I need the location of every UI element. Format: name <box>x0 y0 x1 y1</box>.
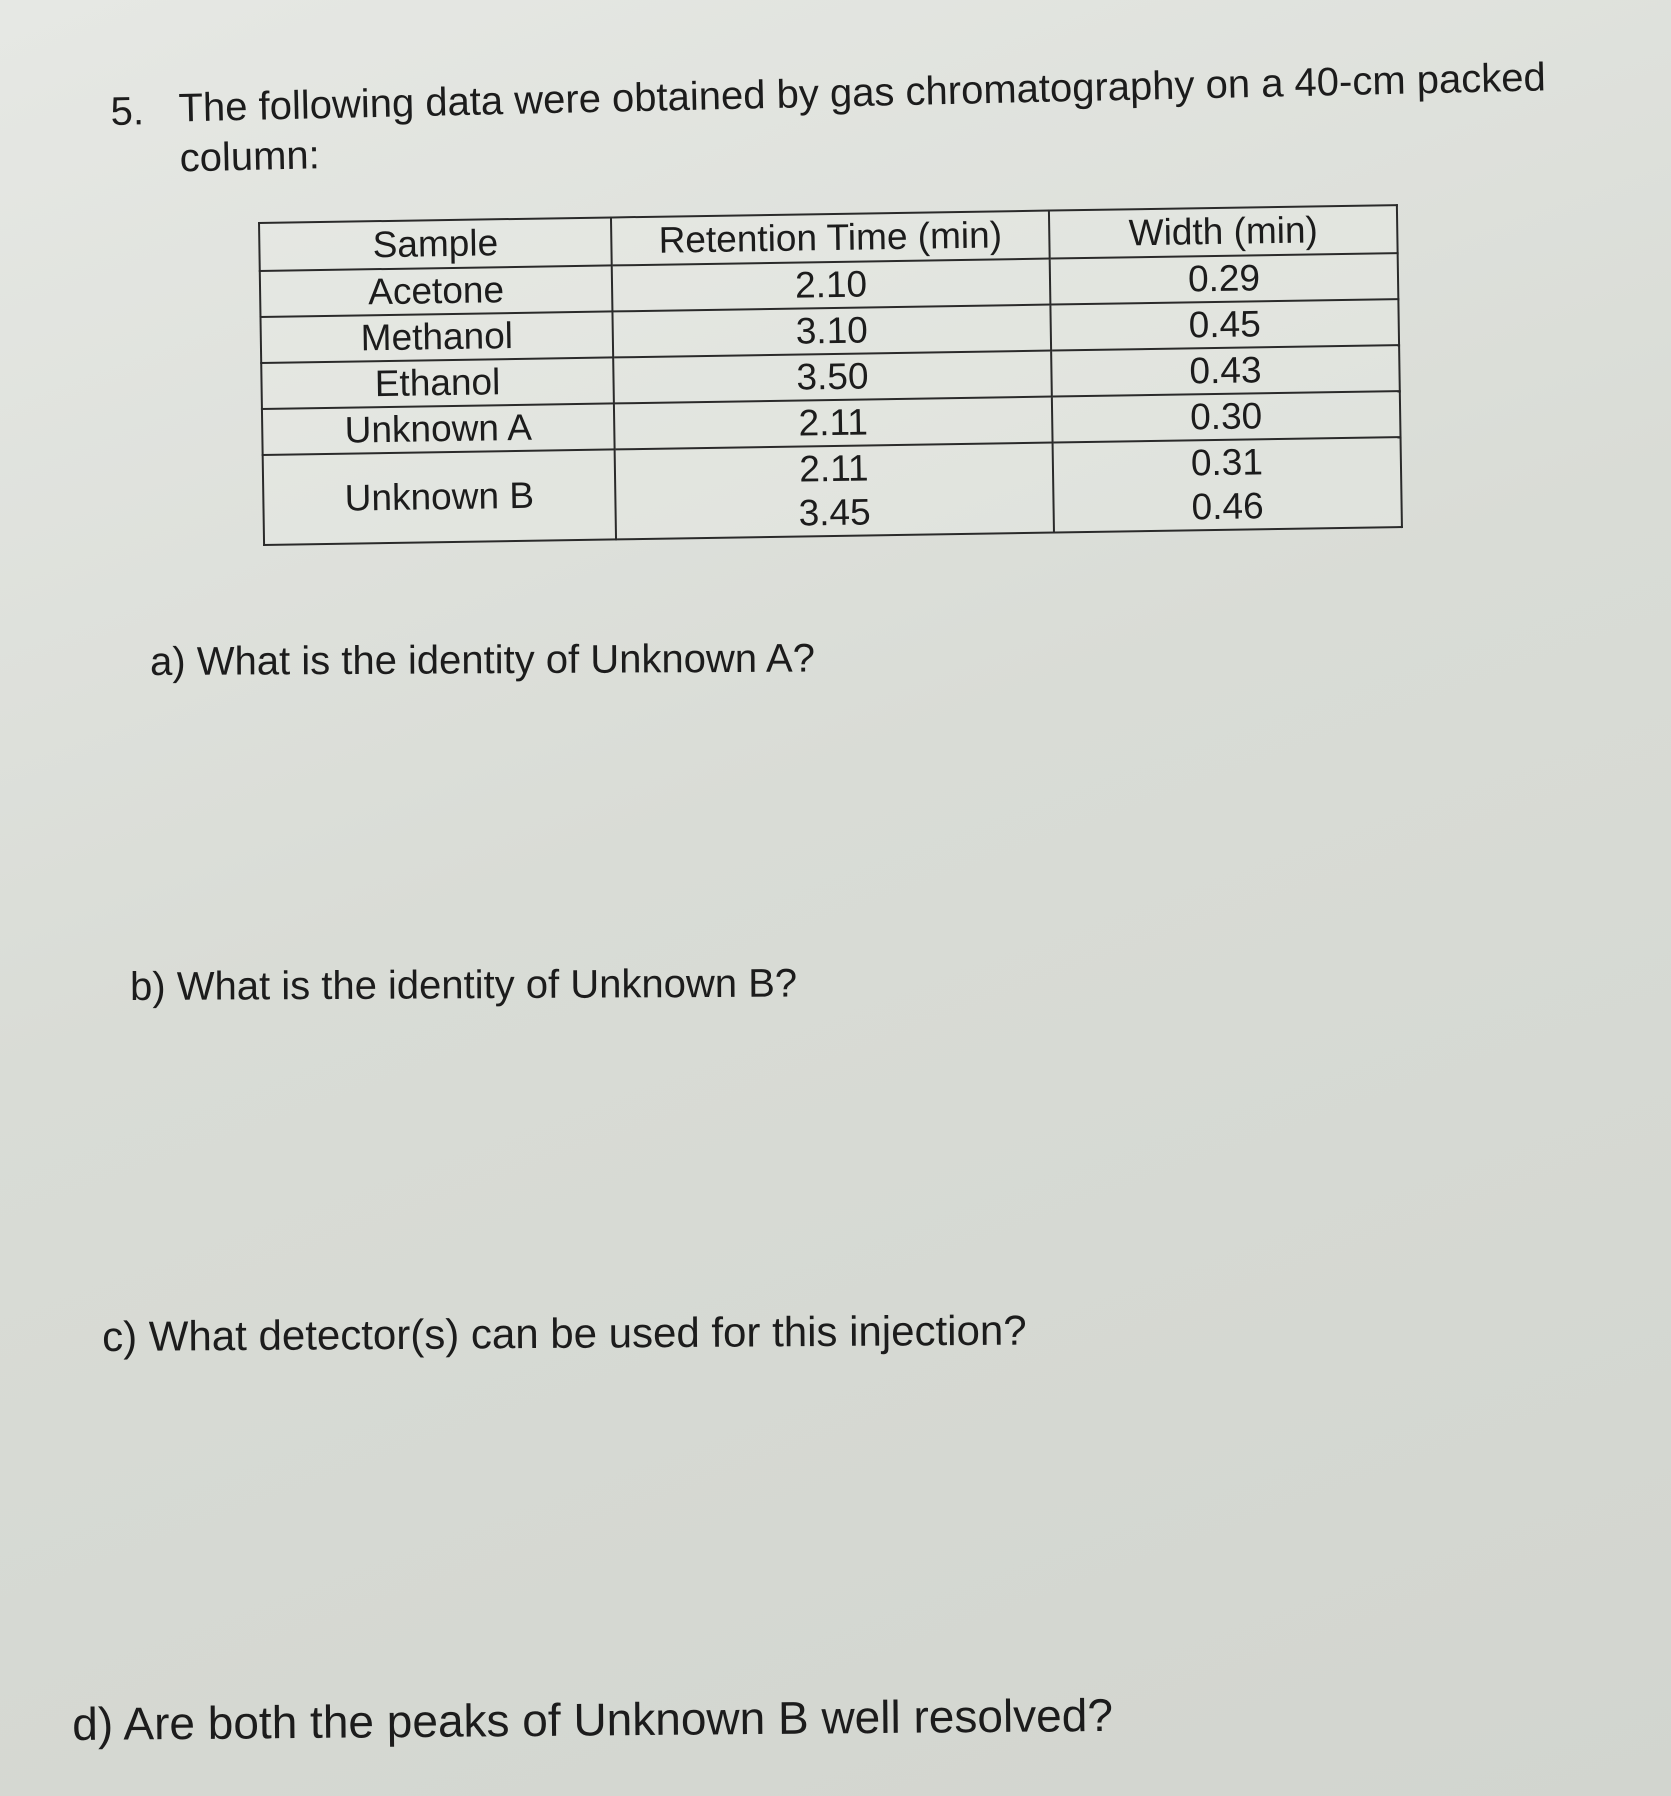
retention-cell: 2.10 <box>612 259 1051 312</box>
header-width: Width (min) <box>1049 205 1398 258</box>
question-text: The following data were obtained by gas chromatography on a 40-cm packed column: <box>178 55 1547 181</box>
subquestion-a: a) What is the identity of Unknown A? <box>150 636 816 684</box>
subquestion-c: c) What detector(s) can be used for this injection? <box>102 1306 1027 1360</box>
width-value: 0.31 <box>1190 441 1264 484</box>
subquestion-d: d) Are both the peaks of Unknown B well resolved? <box>72 1688 1114 1750</box>
subquestion-b: b) What is the identity of Unknown B? <box>130 961 798 1009</box>
sample-cell: Acetone <box>260 265 613 317</box>
question-number: 5. <box>110 89 145 134</box>
retention-value: 3.45 <box>798 491 871 534</box>
sample-cell: Unknown B <box>263 449 616 545</box>
width-cell: 0.30 <box>1052 391 1401 442</box>
width-value: 0.46 <box>1191 485 1264 528</box>
chromatography-data-table <box>258 204 1403 546</box>
width-cell: 0.43 <box>1051 345 1400 396</box>
width-cell <box>1053 437 1402 532</box>
retention-value: 2.11 <box>798 447 869 490</box>
header-sample: Sample <box>259 217 612 271</box>
retention-cell: 3.10 <box>612 305 1051 358</box>
retention-cell: 2.11 <box>614 397 1053 450</box>
sample-cell: Unknown A <box>262 403 615 455</box>
table-row <box>263 437 1402 545</box>
question-header <box>110 52 1580 181</box>
width-cell: 0.45 <box>1050 299 1399 350</box>
retention-cell: 3.50 <box>613 351 1052 404</box>
sample-cell: Ethanol <box>261 357 614 409</box>
retention-cell <box>615 443 1054 540</box>
width-cell: 0.29 <box>1050 253 1399 304</box>
header-retention-time: Retention Time (min) <box>611 211 1050 266</box>
sample-cell: Methanol <box>260 311 613 363</box>
